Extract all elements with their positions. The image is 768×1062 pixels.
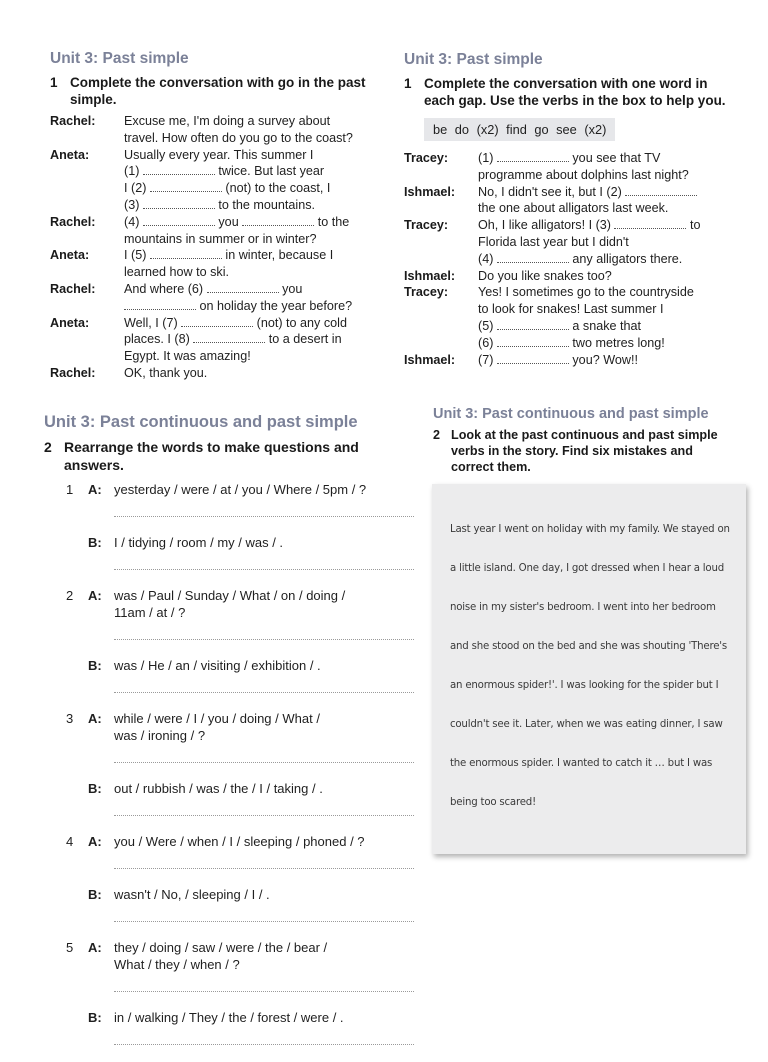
story-line: and she stood on the bed and she was shouting 'There's bbox=[450, 641, 727, 652]
answer-line[interactable] bbox=[114, 638, 414, 640]
speaker-name: Aneta: bbox=[50, 248, 90, 263]
jumbled-answer: I / tidying / room / my / was / . bbox=[114, 535, 284, 550]
dialog-line: (7) you? Wow!! bbox=[478, 352, 638, 367]
dialog-line: Oh, I like alligators! I (3) to bbox=[478, 218, 701, 233]
speaker-name: Aneta: bbox=[50, 147, 90, 162]
speaker-a-label: A: bbox=[88, 834, 102, 849]
dialog-line: Egypt. It was amazing! bbox=[124, 349, 251, 364]
speaker-b-label: B: bbox=[88, 781, 102, 796]
dialog-line: (4) any alligators there. bbox=[478, 251, 683, 266]
dialog-line: learned how to ski. bbox=[124, 265, 230, 280]
speaker-a-label: A: bbox=[88, 588, 102, 603]
dialog-line: travel. How often do you go to the coast? bbox=[124, 130, 353, 145]
dialog-line: (5) a snake that bbox=[478, 318, 642, 333]
answer-row bbox=[66, 1009, 414, 1026]
exercise-instruction: 1 Complete the conversation with one word in each gap. Use the verbs in the box to help you. bbox=[404, 76, 726, 108]
speaker-name: Rachel: bbox=[50, 365, 96, 380]
exercise-number: 2 bbox=[44, 439, 52, 455]
item-number: 3 bbox=[66, 711, 74, 726]
blank-gap[interactable] bbox=[614, 217, 686, 229]
speaker-name: Ishmael: bbox=[404, 268, 456, 283]
answer-line[interactable] bbox=[114, 867, 414, 869]
blank-gap[interactable] bbox=[193, 331, 265, 343]
question-row bbox=[66, 939, 414, 973]
unit-title: Unit 3: Past continuous and past simple bbox=[433, 406, 709, 422]
item-number: 5 bbox=[66, 940, 74, 955]
blank-gap[interactable] bbox=[124, 298, 196, 310]
jumbled-question: you / Were / when / I / sleeping / phoned / ? bbox=[114, 834, 365, 849]
item-number: 4 bbox=[66, 834, 74, 849]
answer-row bbox=[66, 657, 414, 674]
dialog-line: Well, I (7) (not) to any cold bbox=[124, 315, 347, 330]
answer-line[interactable] bbox=[114, 515, 414, 517]
dialog-turn bbox=[404, 284, 749, 351]
dialog-turn bbox=[50, 147, 390, 214]
story-line: the enormous spider. I wanted to catch it … but I was bbox=[450, 758, 713, 769]
jumbled-question: yesterday / were / at / you / Where / 5pm / ? bbox=[114, 482, 367, 497]
story-line: couldn't see it. Later, when we was eating dinner, I saw bbox=[450, 719, 723, 730]
unit-title: Unit 3: Past simple bbox=[404, 51, 543, 68]
story-line: noise in my sister's bedroom. I went into her bedroom bbox=[450, 602, 716, 613]
dialog-line: (1) twice. But last year bbox=[124, 164, 325, 179]
conversation bbox=[404, 150, 749, 368]
exercise-number: 1 bbox=[404, 76, 412, 91]
question-row bbox=[66, 481, 414, 498]
story-line: an enormous spider!'. I was looking for the spider but I bbox=[450, 680, 719, 691]
blank-gap[interactable] bbox=[497, 318, 569, 330]
answer-row bbox=[66, 886, 414, 903]
dialog-turn bbox=[50, 315, 390, 365]
answer-line[interactable] bbox=[114, 761, 414, 763]
section-find-mistakes bbox=[433, 406, 753, 475]
dialog-line: (4) you to the bbox=[124, 214, 350, 229]
jumbled-answer: wasn't / No, / sleeping / I / . bbox=[114, 887, 270, 902]
dialog-line: Usually every year. This summer I bbox=[124, 147, 314, 162]
speaker-name: Rachel: bbox=[50, 281, 96, 296]
dialog-line: (1) you see that TV bbox=[478, 151, 661, 165]
blank-gap[interactable] bbox=[207, 281, 279, 293]
blank-gap[interactable] bbox=[143, 163, 215, 175]
section-past-simple-one-word bbox=[404, 51, 749, 368]
blank-gap[interactable] bbox=[497, 335, 569, 347]
blank-gap[interactable] bbox=[143, 197, 215, 209]
answer-row bbox=[66, 534, 414, 551]
question-row bbox=[66, 833, 414, 850]
blank-gap[interactable] bbox=[181, 315, 253, 327]
dialog-line: places. I (8) to a desert in bbox=[124, 332, 342, 347]
section-past-simple-go bbox=[50, 50, 390, 382]
dialog-turn bbox=[404, 352, 749, 369]
dialog-turn bbox=[50, 247, 390, 281]
question-answer-list bbox=[66, 481, 414, 1045]
speaker-name: Tracey: bbox=[404, 151, 449, 165]
dialog-turn bbox=[50, 214, 390, 248]
question-row bbox=[66, 587, 414, 621]
jumbled-question: while / were / I / you / doing / What / was / ironing / ? bbox=[114, 711, 320, 743]
dialog-line: Excuse me, I'm doing a survey about bbox=[124, 114, 331, 128]
speaker-b-label: B: bbox=[88, 887, 102, 902]
blank-gap[interactable] bbox=[143, 214, 215, 226]
speaker-name: Rachel: bbox=[50, 214, 96, 229]
speaker-b-label: B: bbox=[88, 535, 102, 550]
verb-word-box: be do (x2) find go see (x2) bbox=[424, 118, 615, 141]
speaker-b-label: B: bbox=[88, 1010, 102, 1025]
dialog-line: to look for snakes! Last summer I bbox=[478, 302, 664, 317]
jumbled-answer: in / walking / They / the / forest / were / . bbox=[114, 1010, 344, 1025]
story-line: a little island. One day, I got dressed when I hear a loud bbox=[450, 563, 724, 574]
jumbled-question: they / doing / saw / were / the / bear / What / they / when / ? bbox=[114, 940, 328, 972]
blank-gap[interactable] bbox=[497, 352, 569, 364]
dialog-turn bbox=[404, 150, 749, 184]
speaker-name: Rachel: bbox=[50, 114, 96, 128]
speaker-b-label: B: bbox=[88, 658, 102, 673]
blank-gap[interactable] bbox=[497, 150, 569, 162]
answer-line[interactable] bbox=[114, 920, 414, 922]
dialog-line: Do you like snakes too? bbox=[478, 268, 612, 283]
item-number: 2 bbox=[66, 588, 74, 603]
jumbled-question: was / Paul / Sunday / What / on / doing / 11am / at / ? bbox=[114, 588, 346, 620]
answer-line[interactable] bbox=[114, 1043, 414, 1045]
exercise-number: 1 bbox=[50, 75, 58, 90]
section-rearrange-words bbox=[44, 413, 414, 1062]
answer-line[interactable] bbox=[114, 990, 414, 992]
dialog-line: Florida last year but I didn't bbox=[478, 234, 629, 249]
jumbled-answer: out / rubbish / was / the / I / taking / . bbox=[114, 781, 323, 796]
dialog-line: programme about dolphins last night? bbox=[478, 167, 689, 182]
dialog-turn bbox=[50, 113, 390, 147]
dialog-line: mountains in summer or in winter? bbox=[124, 231, 317, 246]
speaker-name: Tracey: bbox=[404, 218, 449, 233]
jumbled-answer: was / He / an / visiting / exhibition / . bbox=[114, 658, 321, 673]
dialog-line: OK, thank you. bbox=[124, 365, 208, 380]
conversation bbox=[50, 113, 390, 382]
answer-line[interactable] bbox=[114, 568, 414, 570]
unit-title: Unit 3: Past simple bbox=[50, 50, 189, 67]
speaker-a-label: A: bbox=[88, 940, 102, 955]
speaker-name: Ishmael: bbox=[404, 352, 456, 367]
answer-row bbox=[66, 780, 414, 797]
dialog-line: on holiday the year before? bbox=[124, 298, 390, 315]
blank-gap[interactable] bbox=[242, 214, 314, 226]
speaker-name: Ishmael: bbox=[404, 184, 456, 199]
exercise-instruction: 2 Look at the past continuous and past simple verbs in the story. Find six mistakes and correct them. bbox=[433, 428, 718, 474]
story-line: Last year I went on holiday with my family. We stayed on bbox=[450, 524, 730, 535]
item-number: 1 bbox=[66, 482, 74, 497]
dialog-line: And where (6) you bbox=[124, 281, 303, 296]
speaker-a-label: A: bbox=[88, 711, 102, 726]
story-line: being too scared! bbox=[450, 797, 536, 808]
dialog-turn bbox=[404, 217, 749, 267]
answer-line[interactable] bbox=[114, 814, 414, 816]
dialog-line: the one about alligators last week. bbox=[478, 201, 669, 216]
blank-gap[interactable] bbox=[150, 180, 222, 192]
blank-gap[interactable] bbox=[625, 184, 697, 196]
blank-gap[interactable] bbox=[150, 247, 222, 259]
dialog-line: (6) two metres long! bbox=[478, 335, 665, 350]
dialog-line: I (5) in winter, because I bbox=[124, 248, 334, 263]
dialog-turn bbox=[404, 268, 749, 285]
dialog-turn bbox=[50, 281, 390, 315]
dialog-line: Yes! I sometimes go to the countryside bbox=[478, 285, 694, 300]
answer-line[interactable] bbox=[114, 691, 414, 693]
dialog-turn bbox=[404, 184, 749, 218]
unit-title: Unit 3: Past continuous and past simple bbox=[44, 413, 358, 431]
story-box bbox=[432, 484, 746, 854]
dialog-turn bbox=[50, 365, 390, 382]
question-row bbox=[66, 710, 414, 744]
dialog-line: I (2) (not) to the coast, I bbox=[124, 181, 331, 196]
blank-gap[interactable] bbox=[497, 251, 569, 263]
speaker-a-label: A: bbox=[88, 482, 102, 497]
exercise-number: 2 bbox=[433, 428, 441, 442]
exercise-instruction: 2 Rearrange the words to make questions and answers. bbox=[44, 439, 359, 473]
speaker-name: Tracey: bbox=[404, 285, 449, 300]
dialog-line: No, I didn't see it, but I (2) bbox=[478, 184, 749, 201]
speaker-name: Aneta: bbox=[50, 315, 90, 330]
exercise-instruction: 1 Complete the conversation with go in the past simple. bbox=[50, 75, 366, 107]
dialog-line: (3) to the mountains. bbox=[124, 197, 316, 212]
